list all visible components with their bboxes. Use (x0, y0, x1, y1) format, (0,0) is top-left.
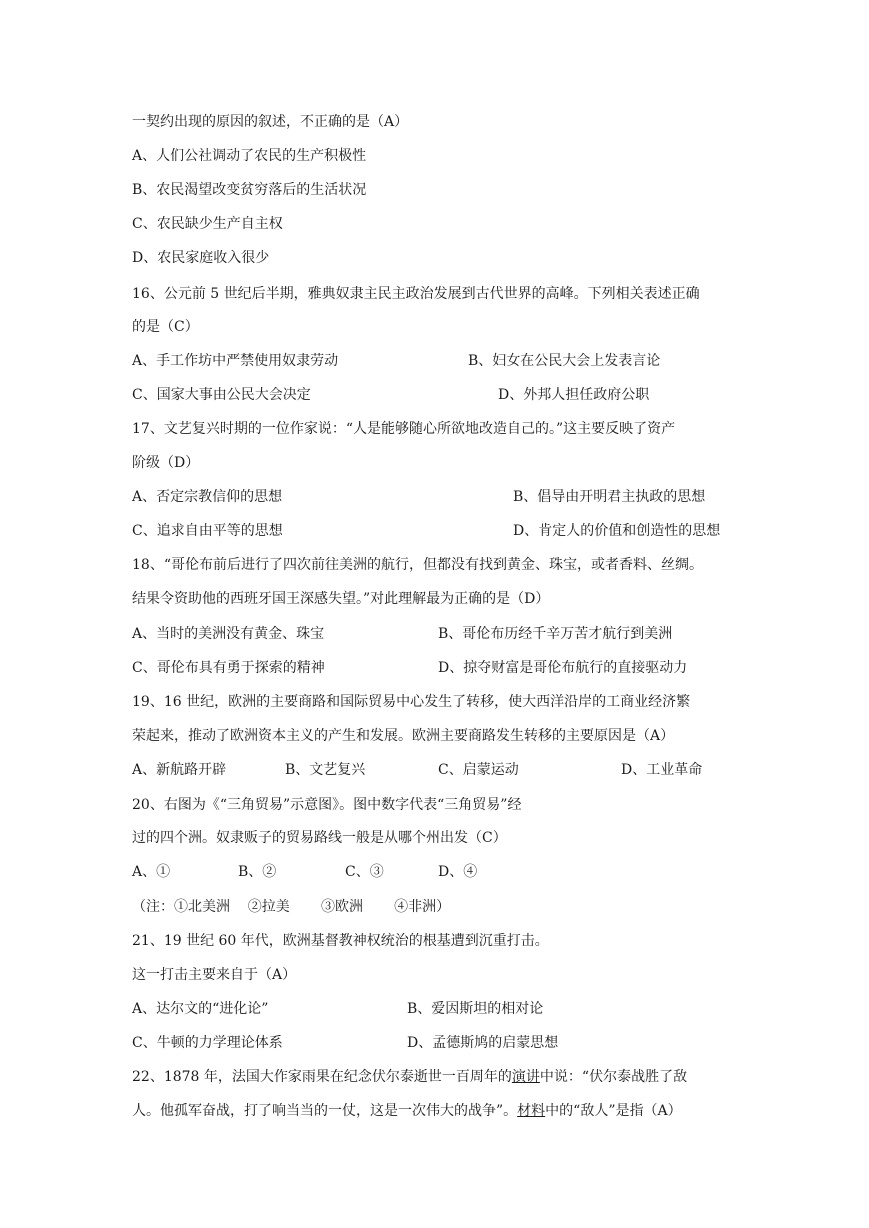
q18-option-b: B、哥伦布历经千辛万苦才航行到美洲 (438, 626, 673, 642)
q20-stem-line2: 过的四个洲。奴隶贩子的贸易路线一般是从哪个州出发（C） (132, 830, 507, 846)
q22-stem-line1 (132, 1068, 687, 1086)
q21-option-a: A、达尔文的“进化论” (132, 1001, 269, 1017)
q16-option-b: B、妇女在公民大会上发表言论 (468, 353, 661, 369)
q20-option-d: D、④ (438, 864, 478, 880)
q22-stem-line2 (132, 1102, 682, 1120)
q18-stem-line1: 18、“哥伦布前后进行了四次前往美洲的航行，但都没有找到黄金、珠宝，或者香料、丝绸。 (132, 557, 703, 573)
q16-option-a: A、手工作坊中严禁使用奴隶劳动 (132, 353, 339, 369)
q19-option-a: A、新航路开辟 (132, 762, 227, 778)
q15-option-a: A、人们公社调动了农民的生产积极性 (132, 148, 367, 164)
q22-stem-text: 中说：“伏尔泰战胜了敌 (539, 1069, 688, 1085)
q15-option-d: D、农民家庭收入很少 (132, 250, 270, 266)
q16-option-c: C、国家大事由公民大会决定 (132, 387, 311, 403)
q22-underlined-term: 演讲 (511, 1069, 540, 1085)
q20-option-b: B、② (238, 864, 277, 880)
q22-underlined-term: 材料 (517, 1103, 546, 1119)
q17-stem-line2: 阶级（D） (132, 455, 200, 471)
q20-option-a: A、① (132, 864, 171, 880)
q18-option-a: A、当时的美洲没有黄金、珠宝 (132, 626, 325, 642)
q20-option-c: C、③ (345, 864, 384, 880)
q16-stem-line2: 的是（C） (132, 319, 199, 335)
q19-option-c: C、启蒙运动 (438, 762, 519, 778)
q18-option-c: C、哥伦布具有勇于探索的精神 (132, 660, 325, 676)
q18-option-d: D、掠夺财富是哥伦布航行的直接驱动力 (438, 660, 688, 676)
q19-option-d: D、工业革命 (621, 762, 703, 778)
q15-option-c: C、农民缺少生产自主权 (132, 216, 283, 232)
q17-stem-line1: 17、文艺复兴时期的一位作家说：“人是能够随心所欲地改造自己的。”这主要反映了资产 (132, 421, 676, 437)
q16-stem-line1: 16、公元前 5 世纪后半期，雅典奴隶主民主政治发展到古代世界的高峰。下列相关表述正确 (132, 286, 700, 302)
q17-option-a: A、否定宗教信仰的思想 (132, 489, 283, 505)
q17-option-c: C、追求自由平等的思想 (132, 523, 283, 539)
q21-option-b: B、爱因斯坦的相对论 (407, 1001, 544, 1017)
q16-option-d: D、外邦人担任政府公职 (498, 387, 650, 403)
q19-stem-line2: 荣起来，推动了欧洲资本主义的产生和发展。欧洲主要商路发生转移的主要原因是（A） (132, 728, 675, 744)
q21-stem-line2: 这一打击主要来自于（A） (132, 967, 297, 983)
q20-note: （注：①北美洲 ②拉美 ③欧洲 ④非洲） (132, 899, 451, 915)
q21-option-d: D、孟德斯鸠的启蒙思想 (407, 1035, 559, 1051)
q22-stem-text: 22、1878 年，法国大作家雨果在纪念伏尔泰逝世一百周年的 (132, 1069, 512, 1085)
q17-option-b: B、倡导由开明君主执政的思想 (513, 489, 706, 505)
q21-stem-line1: 21、19 世纪 60 年代，欧洲基督教神权统治的根基遭到沉重打击。 (132, 933, 549, 949)
q21-option-c: C、牛顿的力学理论体系 (132, 1035, 283, 1051)
q15-option-b: B、农民渴望改变贫穷落后的生活状况 (132, 182, 367, 198)
q20-stem-line1: 20、右图为《“三角贸易”示意图》。图中数字代表“三角贸易”经 (132, 797, 522, 813)
q19-option-b: B、文艺复兴 (285, 762, 366, 778)
q15-stem: 一契约出现的原因的叙述，不正确的是（A） (132, 114, 409, 130)
q22-stem-text: 中的“敌人”是指（A） (545, 1103, 682, 1119)
q22-stem-text: 人。他孤军奋战，打了响当当的一仗，这是一次伟大的战争”。 (132, 1103, 518, 1119)
q19-stem-line1: 19、16 世纪，欧洲的主要商路和国际贸易中心发生了转移，使大西洋沿岸的工商业经济繁 (132, 694, 691, 710)
q17-option-d: D、肯定人的价值和创造性的思想 (513, 523, 721, 539)
q18-stem-line2: 结果令资助他的西班牙国王深感失望。”对此理解最为正确的是（D） (132, 591, 550, 607)
